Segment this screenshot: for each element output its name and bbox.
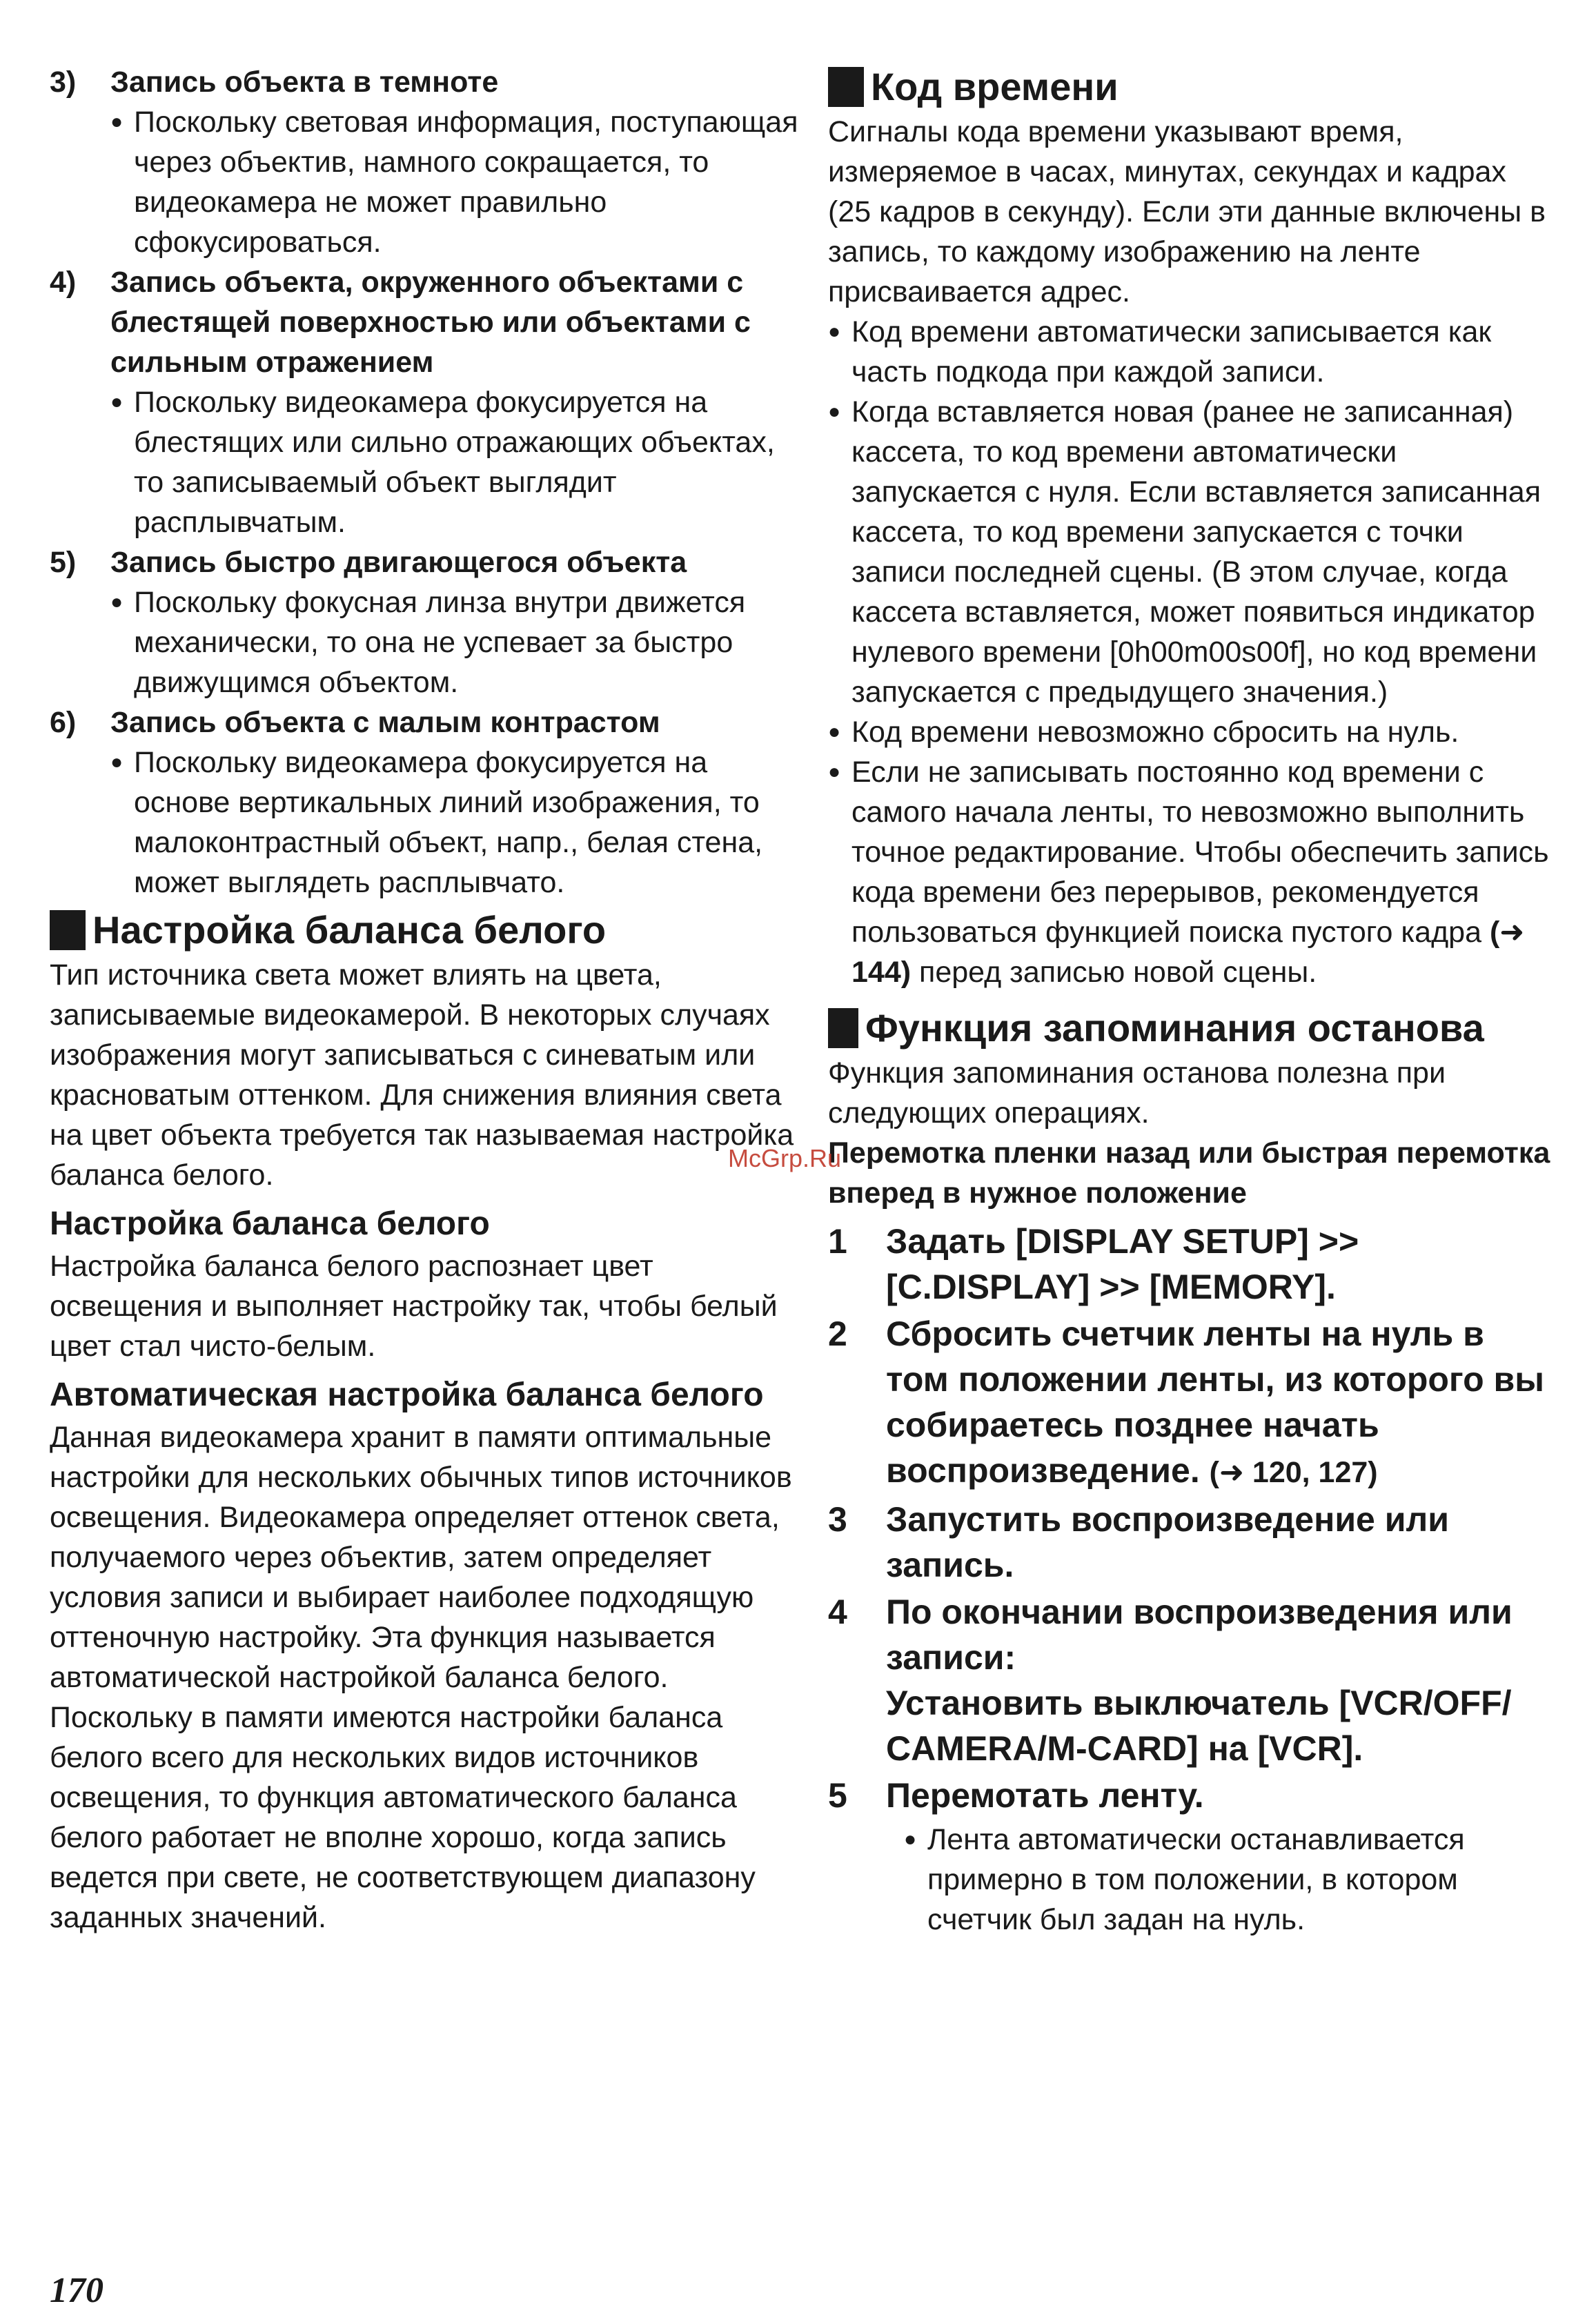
section-heading-time-code: Код времени (828, 62, 1553, 112)
page-reference: (➜ 120, 127) (1209, 1456, 1378, 1489)
bullet-icon: ● (110, 391, 124, 413)
list-item-3-note: ● Поскольку световая информация, поступающая через объектив, намного сокращается, то видеокамера не может правильно сфокусироваться. (110, 102, 802, 262)
time-code-note-1: ● Код времени автоматически записывается как часть подкода при каждой записи. (828, 312, 1553, 392)
step-4: 4 По окончании воспроизведения или записи: Установить выключатель [VCR/OFF/ CAMERA/M-CARD] на [VCR]. (828, 1593, 1513, 1768)
list-item-5: 5) Запись быстро двигающегося объекта (50, 546, 687, 579)
page-reference: (➜ 144) (851, 916, 1525, 989)
time-code-note-2: ● Когда вставляется новая (ранее не записанная) кассета, то код времени автоматически запускается с нуля. Если вставляется записанная кассета, то код времени запускается с точки записи последней сцены. (В этом случае, когда кассета вставляется, может появиться индикатор нулевого времени [0h00m00s00f], но код времени запускается с предыдущего значения.) (828, 392, 1553, 712)
list-item-5-note: ● Поскольку фокусная линза внутри движется механически, то она не успевает за быстро движущимся объектом. (110, 582, 802, 702)
step-5-note: ● Лента автоматически останавливается примерно в том положении, в котором счетчик был задан на нуль. (904, 1820, 1553, 1940)
auto-white-balance-text-1: Данная видеокамера хранит в памяти оптимальные настройки для нескольких обычных типов источников освещения. Видеокамера определяет оттенок света, получаемого через объектив, затем определяет условия записи и выбирает наиболее подходящую оттеночную настройку. Эта функция называется автоматической настройкой баланса белого. (50, 1421, 792, 1694)
bullet-icon: ● (904, 1828, 917, 1851)
step-1: 1 Задать [DISPLAY SETUP] >> [C.DISPLAY] >> [MEMORY]. (828, 1222, 1359, 1306)
white-balance-text: Настройка баланса белого распознает цвет освещения и выполняет настройку так, чтобы белый цвет стал чисто-белым. (50, 1250, 778, 1363)
list-item-6: 6) Запись объекта с малым контрастом (50, 706, 660, 739)
section-marker-icon (828, 1008, 858, 1048)
bullet-icon: ● (828, 320, 841, 343)
bullet-icon: ● (828, 760, 841, 783)
section-heading-memory-stop: Функция запоминания останова (828, 1003, 1553, 1053)
list-item-6-note: ● Поскольку видеокамера фокусируется на основе вертикальных линий изображения, то малоконтрастный объект, напр., белая стена, может выглядеть расплывчато. (110, 742, 802, 903)
subheading-auto-white-balance: Автоматическая настройка баланса белого (50, 1377, 764, 1413)
step-2: 2 Сбросить счетчик ленты на нуль в том положении ленты, из которого вы собираетесь позднее начать воспроизведение. (➜ 120, 127) (828, 1314, 1544, 1490)
time-code-note-3: ● Код времени невозможно сбросить на нуль. (828, 712, 1553, 752)
bullet-icon: ● (110, 751, 124, 774)
right-column (828, 62, 1553, 1940)
list-item-3: 3) Запись объекта в темноте (50, 66, 499, 99)
bullet-icon: ● (828, 400, 841, 423)
memory-stop-subheading: Перемотка пленки назад или быстрая перемотка вперед в нужное положение (828, 1136, 1550, 1210)
left-column (50, 62, 802, 1938)
bullet-icon: ● (110, 110, 124, 133)
list-item-4: 4) Запись объекта, окруженного объектами с блестящей поверхностью или объектами с сильным отражением (50, 266, 751, 379)
watermark: McGrp.Ru (728, 1144, 842, 1172)
page-number: 170 (50, 2271, 104, 2310)
time-code-intro: Сигналы кода времени указывают время, измеряемое в часах, минутах, секундах и кадрах (25 кадров в секунду). Если эти данные включены в запись, то каждому изображению на ленте присваивается адрес. (828, 115, 1546, 308)
step-5: 5 Перемотать ленту. (828, 1776, 1204, 1815)
white-balance-intro: Тип источника света может влиять на цвета, записываемые видеокамерой. В некоторых случаях изображения могут записываться с синеватым или красноватым оттенком. Для снижения влияния света на цвет объекта требуется так называемая настройка баланса белого. (50, 958, 794, 1192)
section-marker-icon (828, 67, 864, 107)
section-heading-white-balance: Настройка баланса белого (50, 905, 802, 955)
step-3: 3 Запустить воспроизведение или запись. (828, 1500, 1449, 1584)
bullet-icon: ● (828, 720, 841, 743)
subheading-white-balance: Настройка баланса белого (50, 1205, 490, 1242)
time-code-note-4: ● Если не записывать постоянно код времени с самого начала ленты, то невозможно выполнить точное редактирование. Чтобы обеспечить запись кода времени без перерывов, рекомендуется пользоваться функцией поиска пустого кадра (➜ 144) перед записью новой сцены. (828, 752, 1553, 992)
list-item-4-note: ● Поскольку видеокамера фокусируется на блестящих или сильно отражающих объектах, то записываемый объект выглядит расплывчатым. (110, 382, 802, 542)
section-marker-icon (50, 910, 86, 950)
memory-stop-intro: Функция запоминания останова полезна при следующих операциях. (828, 1056, 1446, 1130)
bullet-icon: ● (110, 591, 124, 613)
auto-white-balance-text-2: Поскольку в памяти имеются настройки баланса белого всего для нескольких видов источников освещения, то функция автоматического баланса белого работает не вполне хорошо, когда запись ведется при свете, не соответствующем диапазону заданных значений. (50, 1701, 756, 1934)
